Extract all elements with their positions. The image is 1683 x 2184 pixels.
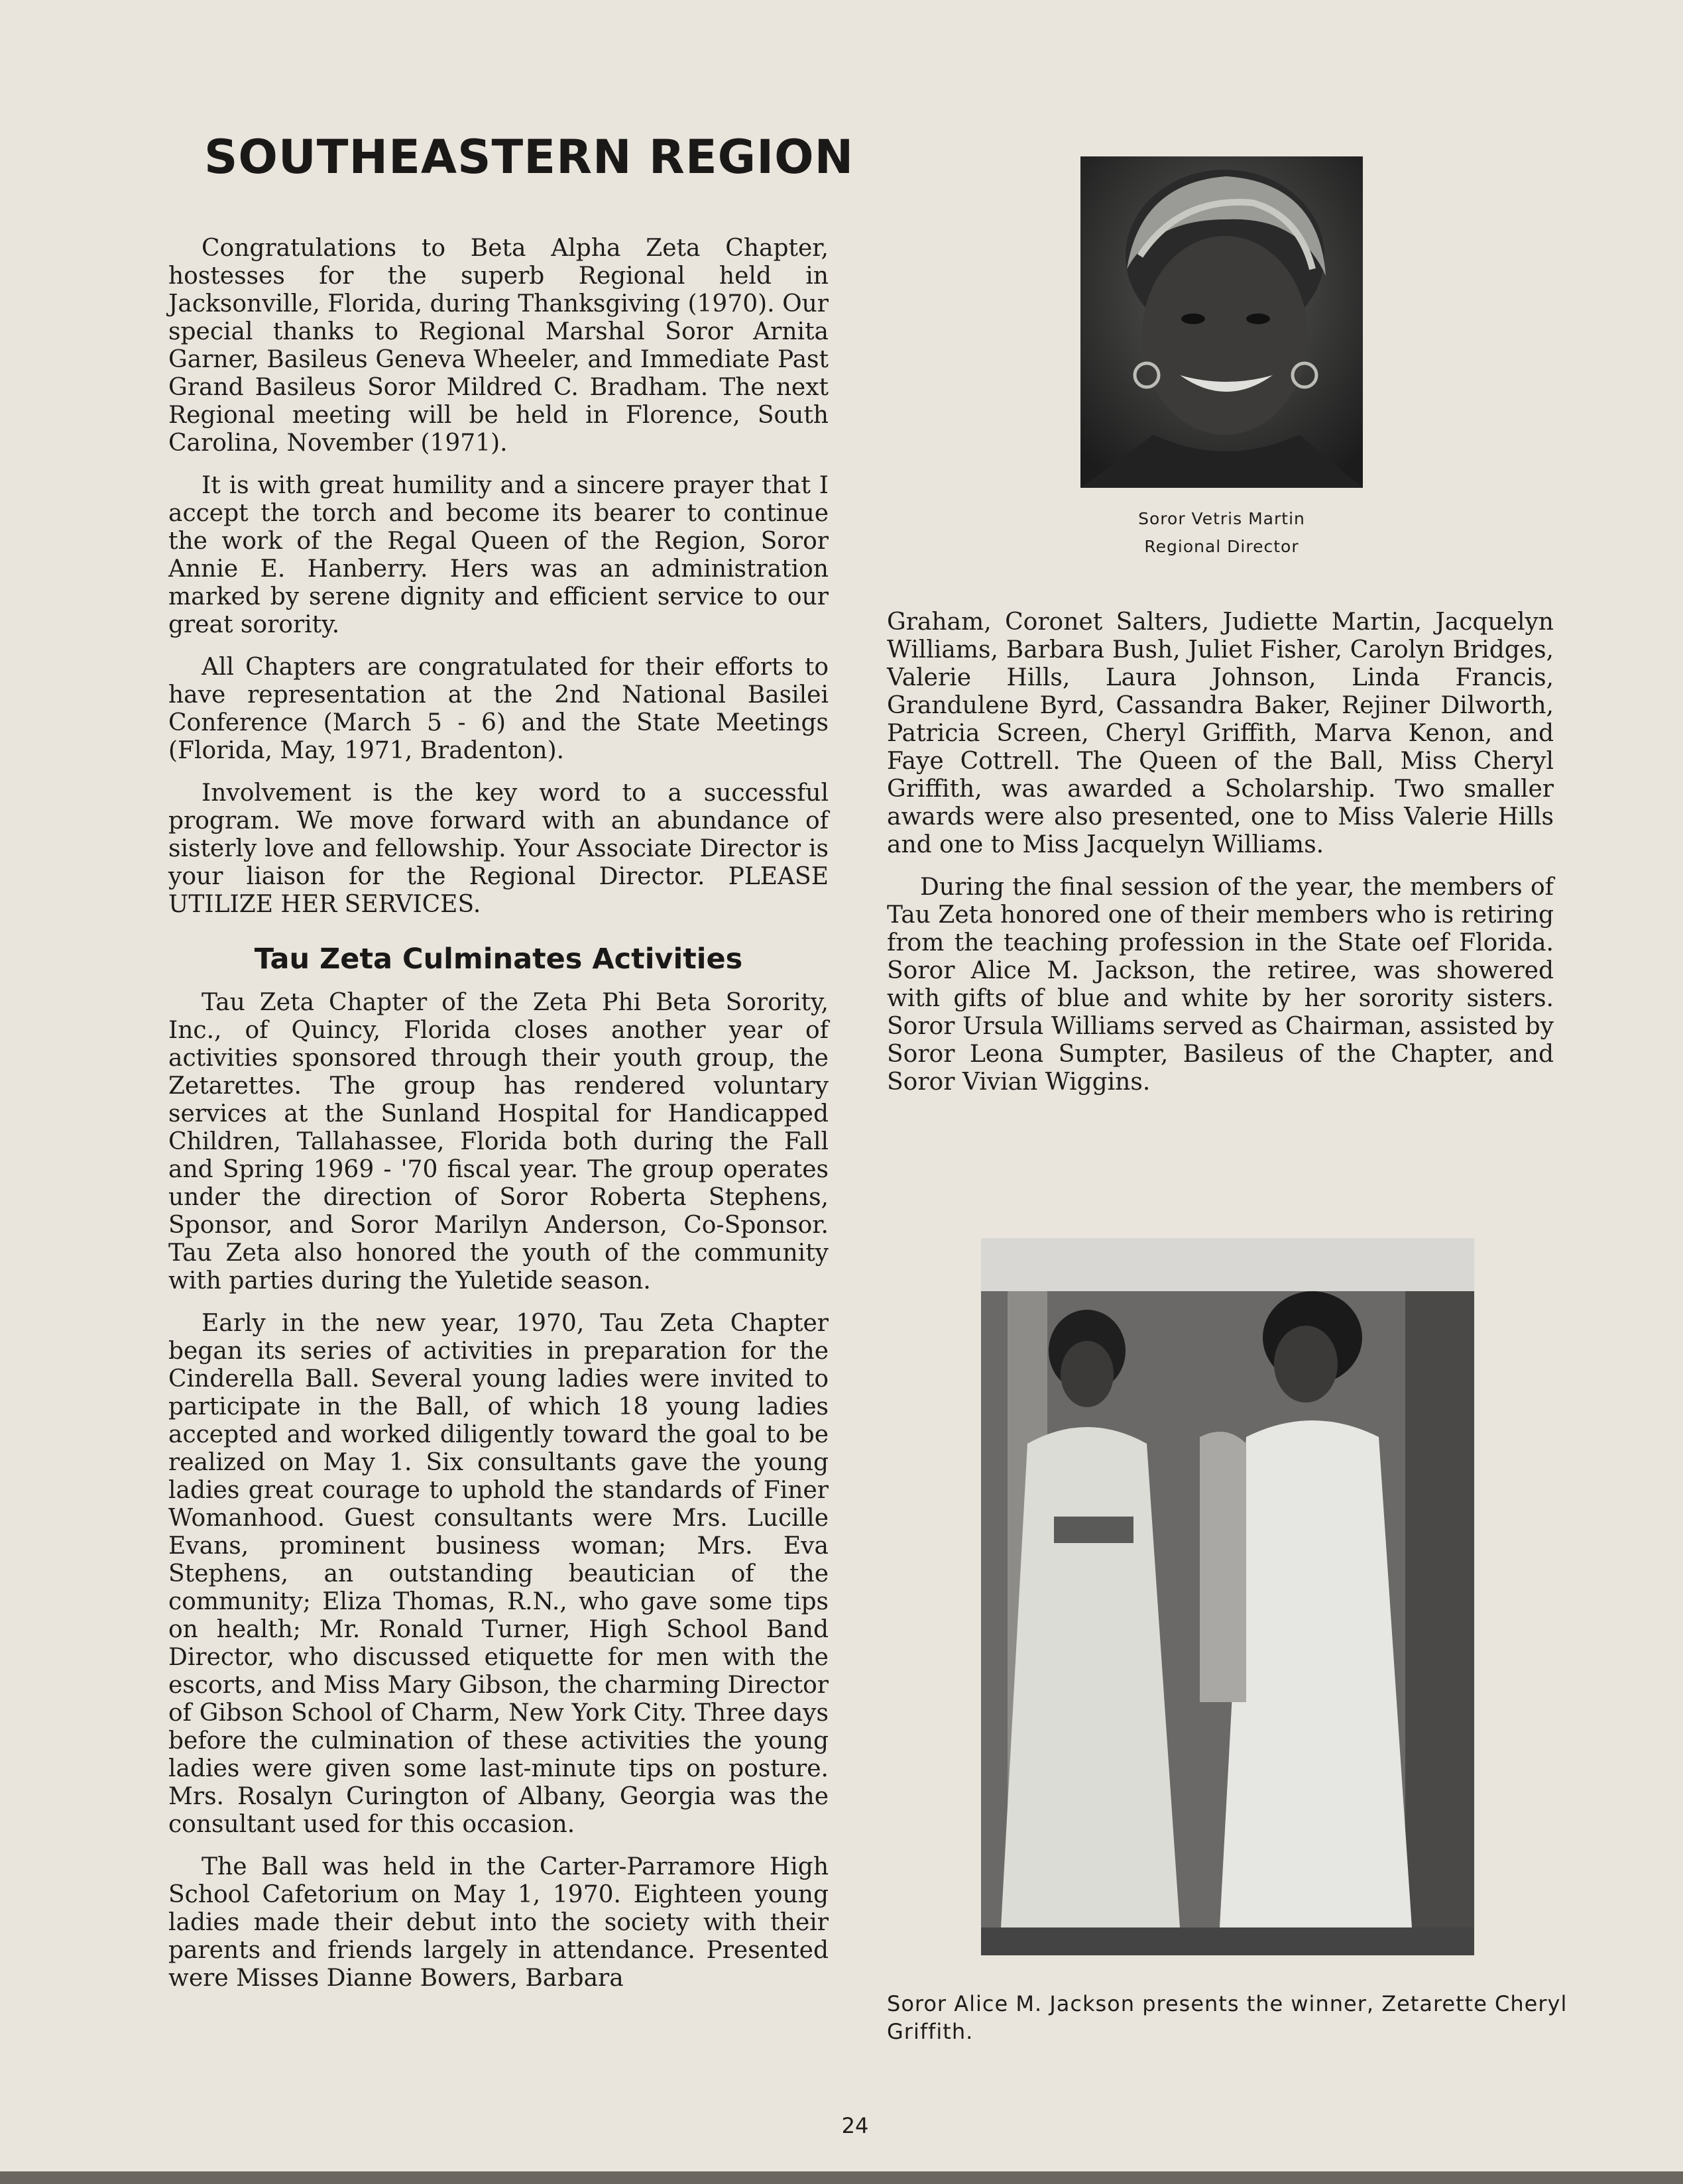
body-paragraph: Involvement is the key word to a successful program. We move forward with an abundance of sisterly love and fellowship. Your Associate Director is your liaison for the Regional Director. PLEASE UTILIZE HER SERVICES.	[168, 779, 829, 918]
page-number: 24	[841, 2113, 869, 2138]
page-bottom-edge	[0, 2171, 1683, 2184]
portrait-illustration	[1080, 156, 1363, 488]
right-column	[887, 608, 1554, 1111]
body-paragraph: Congratulations to Beta Alpha Zeta Chapter, hostesses for the superb Regional held in Jacksonville, Florida, during Thanksgiving (1970). Our special thanks to Regional Marshal Soror Arnita Garner, Basileus Geneva Wheeler, and Immediate Past Grand Basileus Soror Mildred C. Bradham. The next Regional meeting will be held in Florence, South Carolina, November (1971).	[168, 235, 829, 457]
section-subheading: Tau Zeta Culminates Activities	[254, 943, 743, 976]
body-paragraph: Tau Zeta Chapter of the Zeta Phi Beta Sorority, Inc., of Quincy, Florida closes another year of activities sponsored through their youth group, the Zetarettes. The group has rendered voluntary services at the Sunland Hospital for Handicapped Children, Tallahassee, Florida both during the Fall and Spring 1969 - '70 fiscal year. The group operates under the direction of Soror Roberta Stephens, Sponsor, and Soror Marilyn Anderson, Co-Sponsor. Tau Zeta also honored the youth of the community with parties during the Yuletide season.	[168, 989, 829, 1294]
group-photo-illustration	[981, 1238, 1474, 1955]
body-paragraph: It is with great humility and a sincere prayer that I accept the torch and become its bearer to continue the work of the Regal Queen of the Region, Soror Annie E. Hanberry. Hers was an administration marked by serene dignity and efficient service to our great sorority.	[168, 472, 829, 638]
group-photo	[981, 1238, 1474, 1955]
group-photo-caption: Soror Alice M. Jackson presents the winner, Zetarette Cheryl Griffith.	[887, 1991, 1568, 2044]
page-heading: SOUTHEASTERN REGION	[204, 130, 854, 184]
body-paragraph: The Ball was held in the Carter-Parramore High School Cafetorium on May 1, 1970. Eighteen young ladies made their debut into the society with their parents and friends largely in attendance. Presented were Misses Dianne Bowers, Barbara	[168, 1853, 829, 1992]
body-paragraph: Graham, Coronet Salters, Judiette Martin, Jacquelyn Williams, Barbara Bush, Juliet Fisher, Carolyn Bridges, Valerie Hills, Laura Johnson, Linda Francis, Grandulene Byrd, Cassandra Baker, Rejiner Dilworth, Patricia Screen, Cheryl Griffith, Marva Kenon, and Faye Cottrell. The Queen of the Ball, Miss Cheryl Griffith, was awarded a Scholarship. Two smaller awards were also presented, one to Miss Valerie Hills and one to Miss Jacquelyn Williams.	[887, 608, 1554, 858]
body-paragraph: All Chapters are congratulated for their efforts to have representation at the 2nd National Basilei Conference (March 5 - 6) and the State Meetings (Florida, May, 1971, Bradenton).	[168, 654, 829, 764]
portrait-photo	[1080, 156, 1363, 488]
left-column	[168, 235, 829, 2007]
body-paragraph: Early in the new year, 1970, Tau Zeta Chapter began its series of activities in preparation for the Cinderella Ball. Several young ladies were invited to participate in the Ball, of which 18 young ladies accepted and worked diligently toward the goal to be realized on May 1. Six consultants gave the young ladies great courage to uphold the standards of Finer Womanhood. Guest consultants were Mrs. Lucille Evans, prominent business woman; Mrs. Eva Stephens, an outstanding beautician of the community; Eliza Thomas, R.N., who gave some tips on health; Mr. Ronald Turner, High School Band Director, who discussed etiquette for men with the escorts, and Miss Mary Gibson, the charming Director of Gibson School of Charm, New York City. Three days before the culmination of these activities the young ladies were given some last-minute tips on posture. Mrs. Rosalyn Curington of Albany, Georgia was the consultant used for this occasion.	[168, 1310, 829, 1838]
portrait-caption-title: Regional Director	[1144, 537, 1299, 556]
portrait-caption-name: Soror Vetris Martin	[1138, 509, 1305, 528]
body-paragraph: During the final session of the year, the members of Tau Zeta honored one of their members who is retiring from the teaching profession in the State oef Florida. Soror Alice M. Jackson, the retiree, was showered with gifts of blue and white by her sorority sisters. Soror Ursula Williams served as Chairman, assisted by Soror Leona Sumpter, Basileus of the Chapter, and Soror Vivian Wiggins.	[887, 874, 1554, 1096]
